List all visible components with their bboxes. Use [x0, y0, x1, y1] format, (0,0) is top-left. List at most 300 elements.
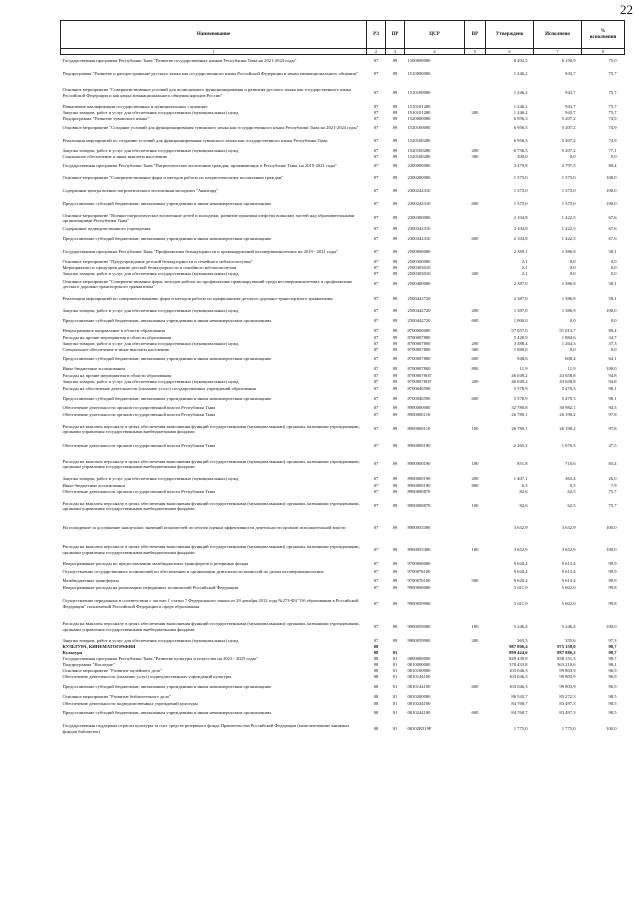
row-vr: 800	[471, 366, 479, 372]
row-vr	[465, 674, 486, 681]
row-approved: 6 956,3	[513, 124, 528, 130]
row-name: Расходы на прочие мероприятия в области образования	[62, 372, 172, 378]
row-approved: 2,1	[521, 258, 528, 264]
row-vr	[465, 385, 486, 393]
row-approved: 370 433,8	[509, 661, 528, 667]
row-vr	[465, 567, 486, 578]
row-csr: 8900000000	[407, 405, 431, 411]
row-name: Расходы на прочие мероприятия в области образования	[62, 334, 172, 340]
row-approved: 2,1	[521, 264, 528, 270]
row-csr: 8700007800	[407, 356, 431, 362]
row-rz: 08	[373, 655, 379, 661]
row-csr: 9700000000	[407, 560, 431, 566]
row-percent: 97,8	[608, 412, 617, 418]
row-vr	[465, 694, 486, 701]
row-approved: 987 806,4	[509, 643, 528, 649]
row-csr: 2500442720	[407, 307, 431, 313]
row-pr: 09	[392, 426, 398, 432]
row-pr: 09	[392, 235, 398, 241]
row-executed: 0,0	[569, 258, 576, 264]
row-pr: 09	[392, 215, 398, 221]
row-pr: 09	[392, 103, 398, 109]
row-rz: 07	[373, 334, 379, 340]
row-vr: 200	[471, 340, 479, 346]
row-approved: 2 104,8	[513, 226, 528, 232]
row-executed: 943,7	[565, 89, 576, 95]
row-executed: 5 470,3	[561, 385, 576, 391]
row-rz: 07	[373, 307, 379, 313]
row-name: Обеспечение деятельности органов государственной власти Республики Тыва	[62, 405, 216, 411]
row-vr	[465, 226, 486, 233]
row-percent: 75,7	[608, 489, 617, 495]
row-pr: 09	[392, 264, 398, 270]
row-pr: 09	[392, 248, 398, 254]
row-approved: 32 780,8	[511, 405, 528, 411]
row-rz: 07	[373, 295, 379, 301]
row-executed: 1 375,0	[561, 201, 576, 207]
row-csr: 2300000000	[407, 162, 431, 168]
row-name: Закупка товаров, работ и услуг для обеспечения государственных (муниципальных) нужд	[62, 340, 239, 346]
row-csr: 8900000190	[407, 461, 431, 467]
row-vr	[465, 211, 486, 226]
row-vr: 200	[471, 109, 479, 115]
row-csr: 1500000000	[407, 57, 431, 63]
header-percent	[582, 21, 625, 49]
table-row	[61, 412, 625, 419]
row-executed: 1 076,5	[561, 443, 576, 449]
row-approved: 9 620,4	[513, 560, 528, 566]
row-percent: 94,5	[608, 405, 617, 411]
row-percent: 80,4	[608, 162, 617, 168]
row-csr: 0810100000	[407, 667, 431, 673]
row-vr: 800	[471, 482, 479, 488]
row-approved: 1 375,0	[513, 201, 528, 207]
row-rz: 07	[373, 226, 379, 232]
row-csr: 1520100000	[407, 124, 431, 130]
table-row	[61, 306, 625, 316]
row-pr: 09	[392, 524, 398, 530]
row-rz: 07	[373, 346, 379, 352]
row-name: Реализация мероприятий по созданию условий для функционирования тувинского языка как государственного языка Республики Тыва	[62, 137, 328, 143]
row-csr: 0810244100	[407, 700, 431, 706]
row-rz: 07	[373, 524, 379, 530]
row-executed: 0,0	[569, 346, 576, 352]
row-percent: 83,4	[608, 461, 617, 467]
row-percent: 99,9	[608, 577, 617, 583]
row-rz: 08	[373, 643, 379, 649]
row-percent: 58,1	[608, 295, 617, 301]
row-approved: 1 375,0	[513, 175, 528, 181]
row-executed: 943,7	[565, 109, 576, 115]
row-executed: 5 470,3	[561, 395, 576, 401]
column-number: 2	[367, 49, 386, 55]
row-name: Осуществление государственных полномочий по обеспечению и организации деятельности комиссий по делам несовершеннолетних	[62, 569, 324, 575]
table-row	[61, 674, 625, 681]
row-percent: 75,7	[608, 503, 617, 509]
row-pr: 09	[392, 295, 398, 301]
row-approved: 86 543,7	[511, 694, 528, 700]
row-percent: 77,1	[608, 147, 617, 153]
row-pr: 09	[392, 188, 398, 194]
row-pr: 09	[392, 153, 398, 159]
row-vr: 600	[471, 684, 479, 690]
row-approved: 57 057,0	[511, 327, 528, 333]
row-csr: 1520100280	[407, 153, 431, 159]
row-approved: 1 000,0	[513, 318, 528, 324]
table-row	[61, 567, 625, 578]
row-approved: 26 780,1	[511, 426, 528, 432]
row-vr: 200	[471, 147, 479, 153]
row-rz: 07	[373, 405, 379, 411]
row-name: Реализация мероприятий по совершенствованию форм и методов работы по профилактике детского дорожно-транспортного травматизма	[62, 295, 333, 301]
row-percent: 100,0	[606, 623, 617, 629]
row-executed: 363 210,6	[557, 661, 576, 667]
row-executed: 99 803,9	[559, 684, 576, 690]
row-name: Закупка товаров, работ и услуг для обеспечения государственных (муниципальных) нужд	[62, 307, 239, 313]
row-name: Основное мероприятие "Создание условий для функционирования тувинского языка как государственного языка Республики Тыва на 2021-2024 годы"	[62, 124, 359, 130]
column-number: 1	[61, 49, 367, 55]
row-pr: 09	[392, 482, 398, 488]
row-percent: 98,7	[608, 649, 617, 655]
table-row	[61, 277, 625, 292]
row-executed: 99 803,9	[559, 674, 576, 680]
row-csr: 2300242310	[407, 201, 431, 207]
row-rz: 07	[373, 461, 379, 467]
row-rz: 07	[373, 103, 379, 109]
row-executed: 887 886,2	[557, 649, 576, 655]
row-vr	[465, 66, 486, 82]
row-csr: 9700076100	[407, 569, 431, 575]
row-vr: 100	[471, 503, 479, 509]
row-percent: 74,9	[608, 115, 617, 121]
row-name: Закупка товаров, работ и услуг для обеспечения государственных (муниципальных) нужд	[62, 147, 239, 153]
table-row	[61, 584, 625, 592]
row-executed: 5 207,2	[561, 115, 576, 121]
row-rz: 07	[373, 89, 379, 95]
row-pr: 09	[392, 600, 398, 606]
row-percent: 26,0	[608, 476, 617, 482]
row-percent: 98,1	[608, 661, 617, 667]
row-approved: 84 768,7	[511, 710, 528, 716]
row-csr: 2500303010	[407, 270, 431, 276]
column-number: 6	[486, 49, 534, 55]
row-approved: 5 578,9	[513, 385, 528, 391]
row-csr: 2500000000	[407, 248, 431, 254]
row-vr: 100	[471, 426, 479, 432]
row-approved: 851,8	[517, 461, 528, 467]
row-pr: 09	[392, 258, 398, 264]
row-approved: 84 768,7	[511, 700, 528, 706]
table-row	[61, 226, 625, 233]
header-rz: РЗ	[367, 21, 386, 49]
row-csr: 1520100280	[407, 147, 431, 153]
row-approved: 103 046,3	[509, 684, 528, 690]
row-percent: 67,6	[608, 235, 617, 241]
row-csr: 87000078ОГ	[407, 372, 432, 378]
table-row	[61, 694, 625, 701]
row-percent: 0,0	[610, 258, 617, 264]
row-name: Расходы на обеспечение деятельности (оказание услуг) государственных учреждений образования	[62, 385, 256, 391]
table-row	[61, 55, 625, 66]
table-row	[61, 539, 625, 561]
row-percent: 96,9	[608, 667, 617, 673]
row-executed: 0,0	[569, 270, 576, 276]
row-rz: 08	[373, 710, 379, 716]
row-csr: 1510101280	[407, 103, 431, 109]
row-name: Подпрограмма "Наследие"	[62, 661, 115, 667]
row-approved: 103 046,3	[509, 667, 528, 673]
row-name: Непрограммное направление в области образования	[62, 327, 165, 333]
row-rz: 07	[373, 70, 379, 76]
header-csr: ЦСР	[405, 21, 465, 49]
row-approved: 2 104,8	[513, 215, 528, 221]
row-percent: 75,0	[608, 57, 617, 63]
table-row	[61, 211, 625, 226]
row-rz: 08	[373, 661, 379, 667]
row-csr: 8900000110	[407, 426, 431, 432]
table-row	[61, 233, 625, 245]
row-executed: 99 803,9	[559, 667, 576, 673]
row-percent: 98,5	[608, 694, 617, 700]
row-pr: 09	[392, 395, 398, 401]
row-rz: 07	[373, 153, 379, 159]
row-percent: 100,0	[606, 307, 617, 313]
row-vr: 500	[471, 577, 479, 583]
row-rz: 07	[373, 57, 379, 63]
table-row	[61, 616, 625, 638]
row-csr: 2300300000	[407, 215, 431, 221]
row-percent: 100,0	[606, 188, 617, 194]
row-csr: 9900000000	[407, 584, 431, 590]
row-name: Предоставление субсидий бюджетным, автономным учреждениям и иным некоммерческим организациям	[62, 235, 271, 241]
page-number: 22	[620, 2, 633, 17]
header-vr: ВР	[465, 21, 486, 49]
row-percent: 98,1	[608, 395, 617, 401]
row-csr: 0800000000	[407, 655, 431, 661]
row-name: Расходы на выплаты персоналу в целях обеспечения выполнения функций государственными (муниципальными) органами, казенными учреждениями, органами управления государственными внебюджетными фондами	[62, 458, 360, 469]
row-name: Специальное обеспечение и иные выплаты населению	[62, 346, 170, 352]
row-csr: 2500442720	[407, 318, 431, 324]
row-vr: 600	[471, 201, 479, 207]
row-rz: 07	[373, 124, 379, 130]
row-rz: 07	[373, 366, 379, 372]
table-row	[61, 720, 625, 738]
row-pr: 09	[392, 546, 398, 552]
row-name: Основное мероприятие "Развитие музейного дела"	[62, 667, 162, 673]
row-executed: 1 375,0	[561, 175, 576, 181]
row-rz: 07	[373, 443, 379, 449]
row-executed: 6 150,9	[561, 57, 576, 63]
row-rz: 08	[373, 700, 379, 706]
row-vr: 300	[471, 346, 479, 352]
row-pr: 09	[392, 443, 398, 449]
row-csr: 8900000870	[407, 489, 431, 495]
row-vr: 600	[471, 356, 479, 362]
table-row	[61, 172, 625, 185]
row-percent: 74,9	[608, 124, 617, 130]
row-pr: 09	[392, 89, 398, 95]
row-rz: 07	[373, 147, 379, 153]
row-percent: 99,9	[608, 569, 617, 575]
row-executed: 83 497,3	[559, 700, 576, 706]
row-vr: 200	[471, 307, 479, 313]
row-name: Закупка товаров, работ и услуг для обеспечения государственных (муниципальных) нужд	[62, 378, 239, 384]
row-percent: 100,0	[606, 546, 617, 552]
row-percent: 99,8	[608, 600, 617, 606]
row-vr: 300	[471, 153, 479, 159]
row-approved: 1 775,0	[513, 725, 528, 731]
table-row	[61, 592, 625, 616]
row-rz: 07	[373, 327, 379, 333]
row-name: Закупка товаров, работ и услуг для обеспечения государственных (муниципальных) нужд	[62, 270, 239, 276]
row-executed: 710,6	[565, 461, 576, 467]
row-executed: 0,0	[569, 153, 576, 159]
row-pr: 01	[392, 649, 398, 655]
row-rz: 07	[373, 162, 379, 168]
table-row	[61, 353, 625, 366]
row-executed: 9 613,4	[561, 569, 576, 575]
row-rz: 07	[373, 600, 379, 606]
row-approved: 1 246,2	[513, 70, 528, 76]
row-vr: 600	[471, 318, 479, 324]
row-csr: 0810000000	[407, 661, 431, 667]
row-executed: 5 207,2	[561, 124, 576, 130]
row-rz: 07	[373, 412, 379, 418]
row-pr: 09	[392, 584, 398, 590]
row-rz: 08	[373, 649, 379, 655]
table-row	[61, 405, 625, 412]
row-csr: 2500442720	[407, 295, 431, 301]
row-executed: 62,5	[567, 503, 576, 509]
row-rz: 08	[373, 667, 379, 673]
row-csr: 0810244100	[407, 710, 431, 716]
row-pr: 09	[392, 577, 398, 583]
header-name: Наименование	[61, 21, 367, 49]
row-vr	[465, 82, 486, 104]
row-approved: 1 387,0	[513, 307, 528, 313]
row-executed: 3 652,9	[561, 546, 576, 552]
row-vr	[465, 172, 486, 185]
row-pr: 09	[392, 57, 398, 63]
row-executed: 3 652,9	[561, 524, 576, 530]
row-pr: 09	[392, 489, 398, 495]
row-executed: 9 613,4	[561, 560, 576, 566]
row-name: Обеспечение деятельности подведомственных учреждений культуры	[62, 700, 198, 706]
row-pr: 01	[392, 700, 398, 706]
table-body	[61, 55, 625, 738]
row-csr: 8900055490	[407, 546, 431, 552]
row-name: Культура	[62, 649, 83, 655]
row-percent: 100,0	[606, 524, 617, 530]
row-name: Социальное обеспечение и иные выплаты населению	[62, 153, 168, 159]
row-pr: 09	[392, 70, 398, 76]
row-executed: 5 602,0	[561, 584, 576, 590]
row-executed: 608,4	[565, 356, 576, 362]
row-pr: 09	[392, 109, 398, 115]
table-row	[61, 134, 625, 148]
row-name: Закупка товаров, работ и услуг для обеспечения государственных (муниципальных) нужд	[62, 109, 239, 115]
row-executed: 26 190,2	[559, 412, 576, 418]
row-csr: 2500300000	[407, 258, 431, 264]
row-rz: 07	[373, 215, 379, 221]
row-rz: 07	[373, 115, 379, 121]
row-csr: 1520000000	[407, 115, 431, 121]
row-percent: 58,1	[608, 248, 617, 254]
row-rz: 07	[373, 137, 379, 143]
row-approved: 2 265,2	[513, 443, 528, 449]
row-pr: 09	[392, 356, 398, 362]
table-row	[61, 385, 625, 393]
row-pr: 09	[392, 372, 398, 378]
row-name: Межбюджетные трансферты	[62, 577, 119, 583]
row-executed: 2 797,5	[561, 162, 576, 168]
row-pr: 09	[392, 201, 398, 207]
row-rz: 07	[373, 489, 379, 495]
table-row	[61, 198, 625, 211]
row-percent: 7,9	[610, 482, 617, 488]
row-rz: 07	[373, 340, 379, 346]
row-percent: 75,7	[608, 89, 617, 95]
row-pr: 01	[392, 725, 398, 731]
row-name: Обеспечение деятельности органов государственной власти Республики Тыва	[62, 489, 216, 495]
row-percent: 94,8	[608, 372, 617, 378]
row-rz: 07	[373, 264, 379, 270]
row-percent: 89,4	[608, 327, 617, 333]
row-pr: 09	[392, 334, 398, 340]
row-approved: 8 202,5	[513, 57, 528, 63]
row-vr	[465, 277, 486, 292]
row-vr	[465, 592, 486, 616]
row-name: Обеспечение деятельности органов государственной власти Республики Тыва	[62, 412, 216, 418]
row-name: Государственная программа Республики Тыва "Патриотическое воспитание граждан, проживающих в Республике Тыва, на 2019-2021 годы"	[62, 162, 338, 168]
row-approved: 1 246,2	[513, 109, 528, 115]
row-approved: 46 049,2	[511, 378, 528, 384]
row-name: Непрограммные расходы по предоставлению межбюджетных трансфертов и резервные фонды	[62, 560, 249, 566]
row-csr: 2300342310	[407, 235, 431, 241]
row-name: Мероприятия по предупреждению детской безнадзорности и семейного неблагополучия	[62, 264, 237, 270]
row-approved: 849 439,9	[509, 655, 528, 661]
row-rz: 07	[373, 356, 379, 362]
row-csr: 0810144100	[407, 674, 431, 680]
table-row	[61, 496, 625, 517]
row-pr: 09	[392, 461, 398, 467]
row-approved: 5 578,9	[513, 395, 528, 401]
row-pr: 01	[392, 684, 398, 690]
row-pr: 09	[392, 405, 398, 411]
row-rz: 07	[373, 281, 379, 287]
row-pr: 01	[392, 667, 398, 673]
table-row	[61, 82, 625, 104]
row-name: Основное мероприятие "Совершенствование форм и методов работы по патриотическому воспитанию граждан"	[62, 175, 284, 181]
row-rz: 07	[373, 318, 379, 324]
row-percent: 0,0	[610, 346, 617, 352]
row-percent: 100,0	[606, 175, 617, 181]
row-vr: 100	[471, 461, 479, 467]
row-pr: 09	[392, 340, 398, 346]
row-rz: 07	[373, 109, 379, 115]
row-vr	[465, 55, 486, 66]
row-csr: 8700040590	[407, 395, 431, 401]
row-pr: 09	[392, 569, 398, 575]
row-percent: 98,1	[608, 385, 617, 391]
row-csr: 8700007800	[407, 340, 431, 346]
row-approved: 899 424,6	[509, 649, 528, 655]
row-vr	[465, 517, 486, 539]
row-name: Непрограммные расходы на реализацию переданных полномочий Российской Федерации	[62, 584, 239, 590]
row-vr: 200	[471, 378, 479, 384]
row-name: Предоставление субсидий бюджетным, автономным учреждениям и иным некоммерческим организациям	[62, 201, 271, 207]
row-executed: 5 602,0	[561, 600, 576, 606]
